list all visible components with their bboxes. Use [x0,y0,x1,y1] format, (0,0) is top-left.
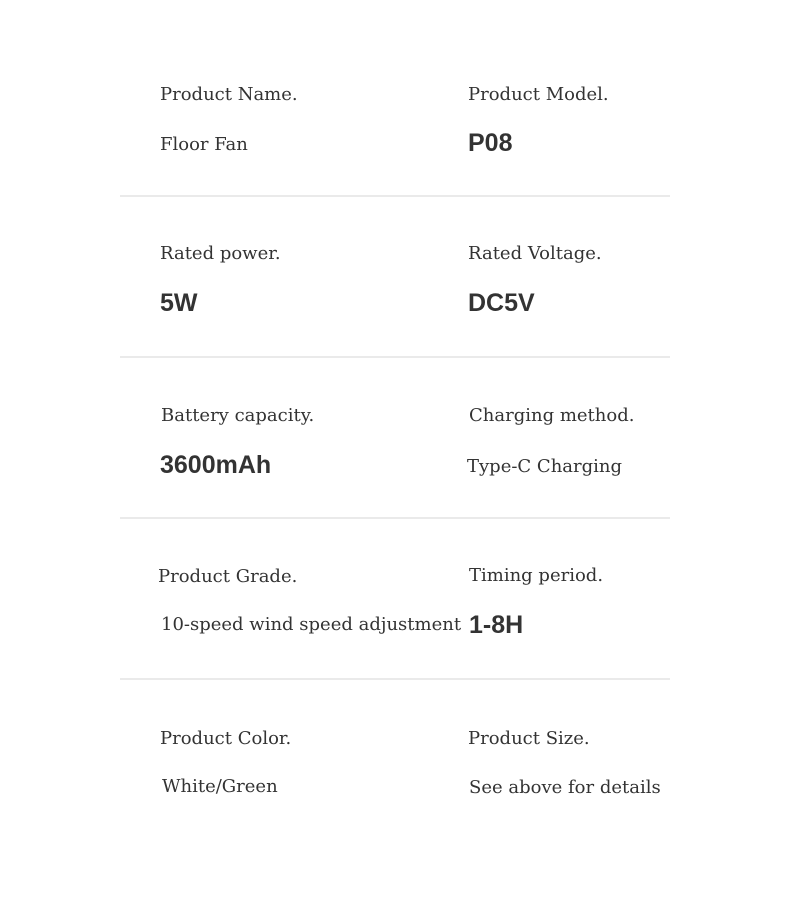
spec-label: Rated power. [160,243,281,264]
spec-label: Charging method. [469,405,635,426]
spec-row-1 [120,36,670,197]
spec-value: P08 [468,129,513,157]
spec-row-2 [120,197,670,358]
spec-row-3 [120,358,670,519]
spec-value: 3600mAh [160,451,272,479]
spec-value: 1-8H [469,611,524,639]
spec-value: Type-C Charging [467,456,623,477]
spec-label: Product Size. [468,728,590,749]
spec-value: White/Green [162,776,278,797]
spec-label: Rated Voltage. [468,243,602,264]
spec-row-4 [120,519,670,680]
spec-label: Product Color. [160,728,292,749]
spec-value: 5W [160,289,198,317]
spec-value: See above for details [469,777,661,798]
spec-label: Product Model. [468,84,609,105]
spec-label: Timing period. [469,565,604,586]
spec-label: Battery capacity. [161,405,315,426]
spec-value: Floor Fan [160,134,248,155]
spec-row-5 [120,680,670,841]
spec-value: 10-speed wind speed adjustment [161,614,462,635]
spec-label: Product Name. [160,84,298,105]
spec-value: DC5V [468,289,535,317]
spec-label: Product Grade. [158,566,298,587]
